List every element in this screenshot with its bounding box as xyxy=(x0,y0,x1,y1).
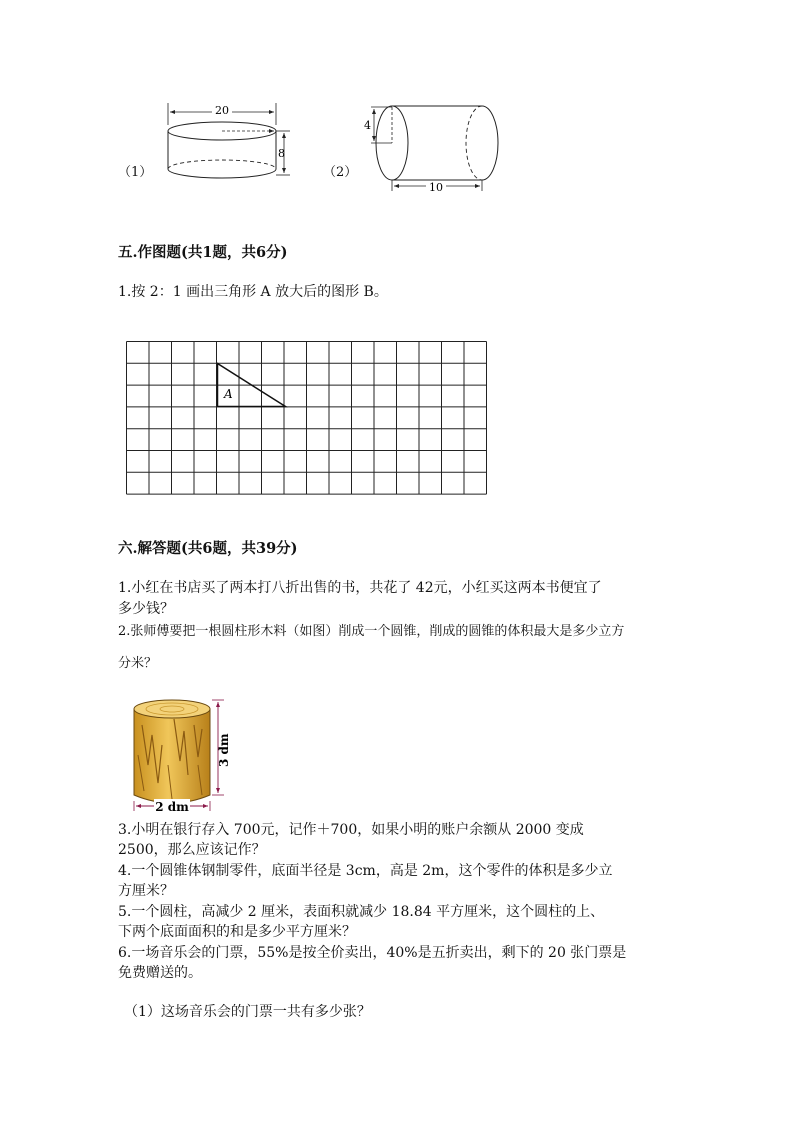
question-3-line-1: 3.小明在银行存入 700元，记作＋700，如果小明的账户余额从 2000 变成 xyxy=(118,822,584,838)
question-5-line-1: 5.一个圆柱，高减少 2 厘米，表面积就减少 18.84 平方厘米，这个圆柱的上、 xyxy=(118,904,605,920)
question-2-line-1: 2.张师傅要把一根圆柱形木料（如图）削成一个圆锥，削成的圆锥的体积最大是多少立方 xyxy=(118,624,625,639)
fig2-radius-text: 4 xyxy=(364,119,371,132)
drawing-grid xyxy=(126,341,490,497)
question-2-line-2: 分米？ xyxy=(118,656,158,671)
question-6-line-2: 免费赠送的。 xyxy=(118,965,202,981)
section-5-question-1: 1.按 2：1 画出三角形 A 放大后的图形 B。 xyxy=(118,284,388,300)
figure-1-label: （1） xyxy=(118,165,153,180)
wood-height-text: 3 dm xyxy=(217,733,231,767)
triangle-a-label: A xyxy=(224,387,233,401)
question-1-line-1: 1.小红在书店买了两本打八折出售的书，共花了 42元，小红买这两本书便宜了 xyxy=(118,580,602,596)
figure-1 xyxy=(118,95,318,205)
figure-2-label: （2） xyxy=(323,165,358,180)
figure-2 xyxy=(323,98,523,208)
fig2-length-text: 10 xyxy=(429,181,443,194)
section-5-heading: 五.作图题(共1题，共6分) xyxy=(118,244,288,261)
cylinder-1-drawing xyxy=(118,95,308,205)
question-6-subquestion-1: （1）这场音乐会的门票一共有多少张？ xyxy=(124,1004,371,1020)
wood-diameter-text: 2 dm xyxy=(155,800,189,814)
question-1-line-2: 多少钱？ xyxy=(118,601,174,617)
question-3-line-2: 2500，那么应该记作？ xyxy=(118,842,266,858)
question-4-line-1: 4.一个圆锥体钢制零件，底面半径是 3cm，高是 2m，这个零件的体积是多少立 xyxy=(118,863,613,879)
cylinder-2-drawing xyxy=(323,98,513,203)
question-5-line-2: 下两个底面面积的和是多少平方厘米？ xyxy=(118,924,356,940)
question-4-line-2: 方厘米？ xyxy=(118,883,174,899)
wood-log-image xyxy=(128,695,238,820)
fig1-diameter-text: 20 xyxy=(215,104,229,117)
fig1-height-text: 8 xyxy=(278,147,285,160)
question-6-line-1: 6.一场音乐会的门票，55%是按全价卖出，40%是五折卖出，剩下的 20 张门票是 xyxy=(118,945,627,961)
section-6-heading: 六.解答题(共6题，共39分) xyxy=(118,540,298,557)
